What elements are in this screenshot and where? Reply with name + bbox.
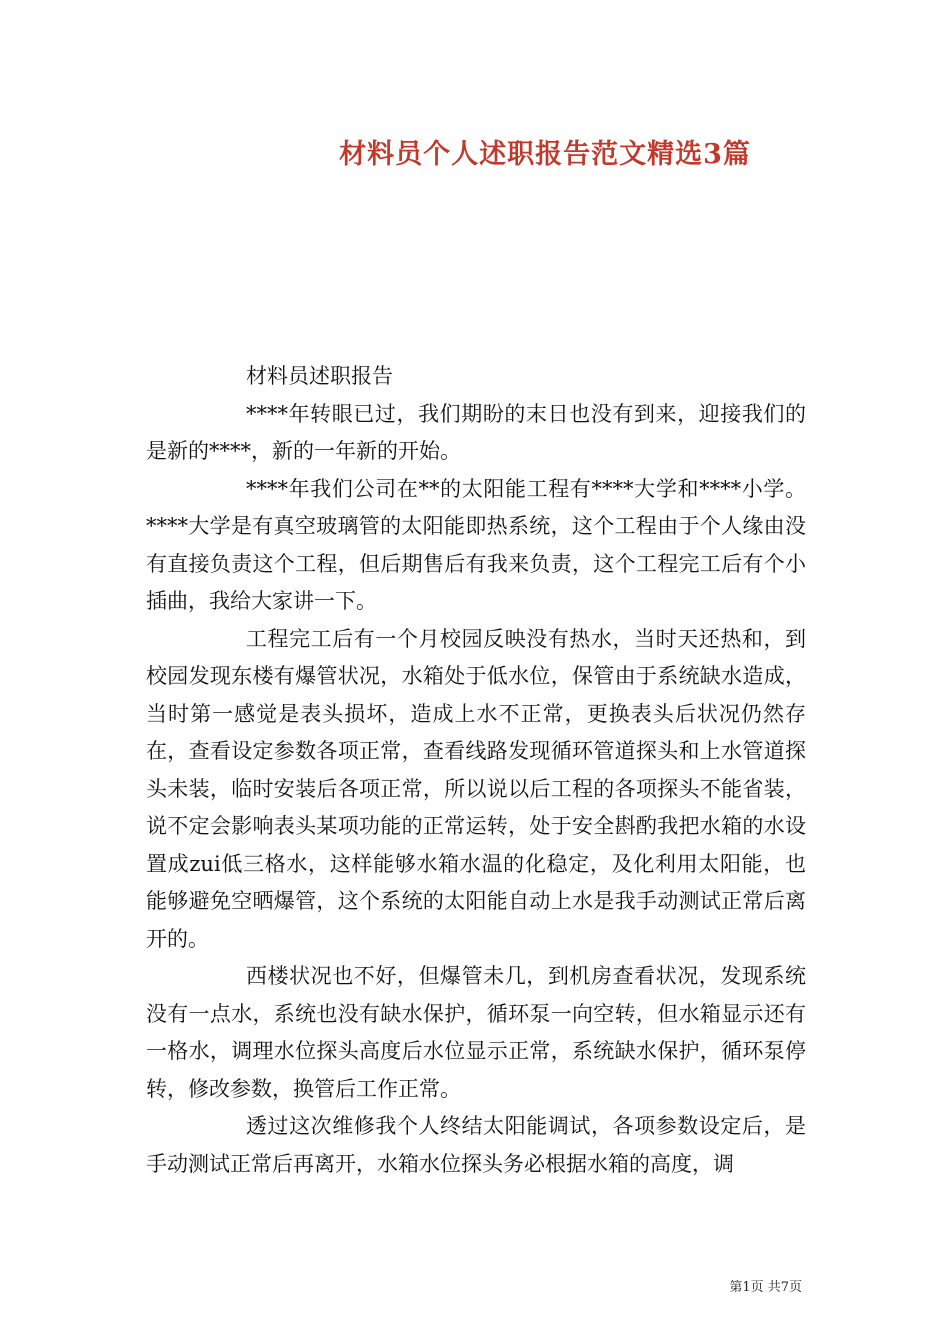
section-heading: 材料员述职报告: [246, 364, 393, 388]
document-body: [146, 358, 806, 1183]
paragraph: 西楼状况也不好，但爆管未几，到机房查看状况，发现系统没有一点水，系统也没有缺水保护，循环泵一向空转，但水箱显示还有一格水，调理水位探头高度后水位显示正常，系统缺水保护，循环泵停转，修改参数，换管后工作正常。: [146, 964, 806, 1101]
document-title: 材料员个人述职报告范文精选3篇: [339, 139, 751, 170]
paragraph: ****年转眼已过，我们期盼的末日也没有到来，迎接我们的是新的****，新的一年新的开始。: [146, 401, 806, 463]
page-number-footer: 第1页 共7页: [729, 1280, 802, 1295]
paragraph: 工程完工后有一个月校园反映没有热水，当时天还热和，到校园发现东楼有爆管状况，水箱处于低水位，保管由于系统缺水造成，当时第一感觉是表头损坏，造成上水不正常，更换表头后状况仍然存在，查看设定参数各项正常，查看线路发现循环管道探头和上水管道探头未装，临时安装后各项正常，所以说以后工程的各项探头不能省装，说不定会影响表头某项功能的正常运转，处于安全斟酌我把水箱的水设置成zui低三格水，这样能够水箱水温的化稳定，及化利用太阳能，也能够避免空晒爆管，这个系统的太阳能自动上水是我手动测试正常后离开的。: [146, 626, 806, 951]
paragraph: ****年我们公司在**的太阳能工程有****大学和****小学。****大学是有真空玻璃管的太阳能即热系统，这个工程由于个人缘由没有直接负责这个工程，但后期售后有我来负责，这个工程完工后有个小插曲，我给大家讲一下。: [146, 476, 806, 613]
paragraph: 透过这次维修我个人终结太阳能调试，各项参数设定后，是手动测试正常后再离开，水箱水位探头务必根据水箱的高度，调: [146, 1114, 806, 1176]
